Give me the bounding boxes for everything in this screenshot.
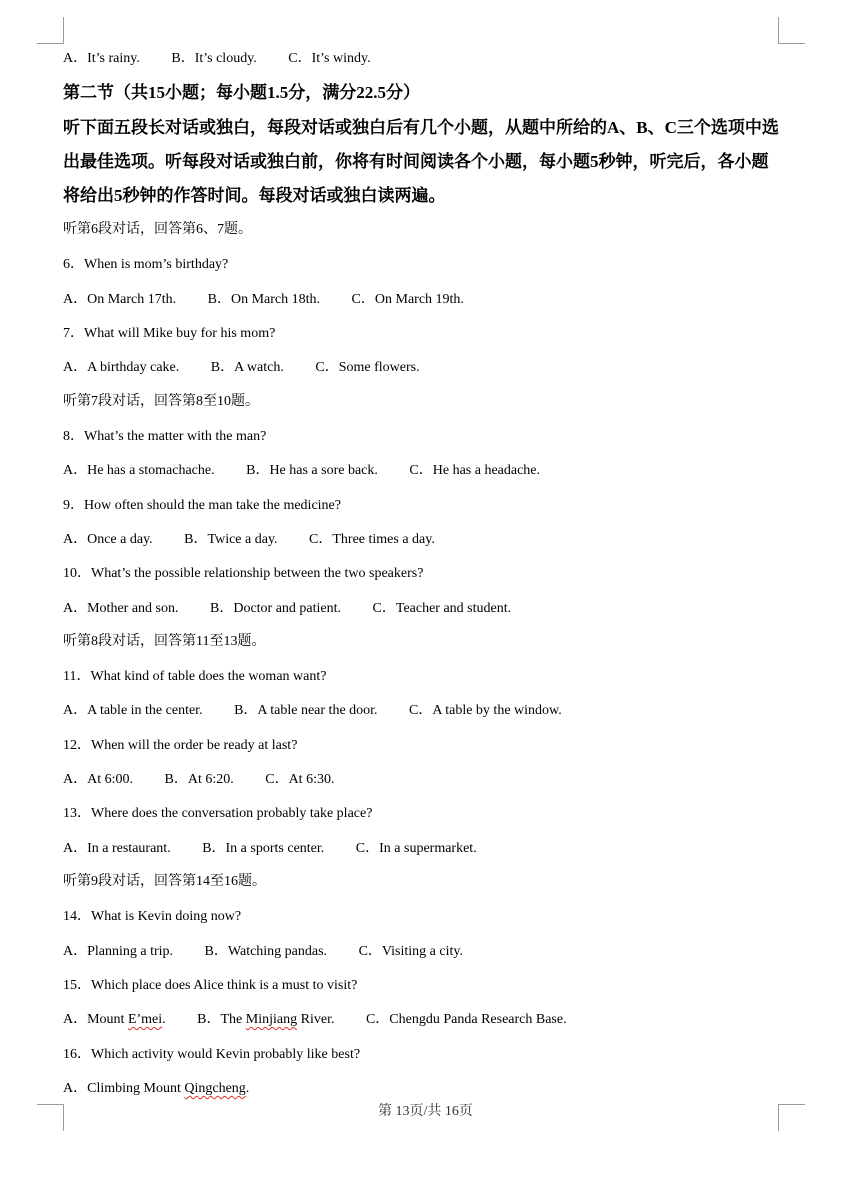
option-b-suffix: River. — [297, 1012, 335, 1027]
group-header-9: 听第9段对话，回答第14至16题。 — [63, 874, 266, 889]
question-10-stem: 10．What’s the possible relationship between the two speakers? — [63, 566, 424, 581]
option-a: A．A table in the center. — [63, 703, 203, 718]
question-6-stem: 6．When is mom’s birthday? — [63, 257, 229, 272]
question-10-options — [63, 599, 539, 619]
question-8-options — [63, 461, 568, 481]
option-b: B．A watch. — [210, 360, 284, 375]
option-b: B．It’s cloudy. — [171, 51, 257, 66]
option-a: A．Mother and son. — [63, 601, 179, 616]
option-a: A．A birthday cake. — [63, 360, 180, 375]
option-a — [63, 1081, 249, 1096]
option-a: A．At 6:00. — [63, 772, 133, 787]
question-13-options — [63, 839, 505, 859]
question-15-options — [63, 1010, 595, 1030]
group-header-6: 听第6段对话，回答第6、7题。 — [63, 222, 252, 237]
question-7-stem: 7．What will Mike buy for his mom? — [63, 326, 276, 341]
option-b: B．Watching pandas. — [204, 944, 328, 959]
option-c: C．He has a headache. — [409, 463, 541, 478]
question-11-options — [63, 701, 590, 721]
option-c: C．Three times a day. — [309, 532, 435, 547]
option-c: C．At 6:30. — [265, 772, 335, 787]
spellcheck-marked-word: Minjiang — [245, 1012, 298, 1027]
option-c: C．Visiting a city. — [358, 944, 463, 959]
option-a: A．He has a stomachache. — [63, 463, 215, 478]
question-14-stem: 14．What is Kevin doing now? — [63, 909, 242, 924]
page-corner-mark-top-right — [778, 17, 805, 44]
option-a: A．On March 17th. — [63, 292, 177, 307]
option-a-prefix: A．Climbing Mount — [63, 1081, 185, 1096]
option-b: B．At 6:20. — [164, 772, 234, 787]
question-16-stem: 16．Which activity would Kevin probably like best? — [63, 1047, 361, 1062]
option-a: A．Planning a trip. — [63, 944, 174, 959]
option-a — [63, 1012, 166, 1027]
option-a-suffix: . — [245, 1081, 250, 1096]
option-a: A．In a restaurant. — [63, 841, 171, 856]
question-13-stem: 13．Where does the conversation probably take place? — [63, 806, 373, 821]
question-11-stem: 11．What kind of table does the woman want? — [63, 669, 327, 684]
option-c: C．On March 19th. — [351, 292, 464, 307]
question-7-options — [63, 358, 448, 378]
option-b — [197, 1012, 334, 1027]
question-12-stem: 12．When will the order be ready at last? — [63, 738, 298, 753]
question-8-stem: 8．What’s the matter with the man? — [63, 429, 267, 444]
option-a: A．Once a day. — [63, 532, 153, 547]
question-12-options — [63, 770, 362, 790]
option-b: B．A table near the door. — [234, 703, 378, 718]
option-a: A．It’s rainy. — [63, 51, 140, 66]
section-title: 第二节（共15小题；每小题1.5分，满分22.5分） — [63, 83, 420, 102]
option-b: B．Twice a day. — [184, 532, 278, 547]
question-15-stem: 15．Which place does Alice think is a must to visit? — [63, 978, 358, 993]
option-b-prefix: B．The — [197, 1012, 246, 1027]
section-instructions: 听下面五段长对话或独白，每段对话或独白后有几个小题，从题中所给的A、B、C三个选项中选出最佳选项。听每段对话或独白前，你将有时间阅读各个小题，每小题5秒钟，听完后，各小题将给出5秒钟的作答时间。每段对话或独白读两遍。 — [63, 118, 779, 205]
group-header-8: 听第8段对话，回答第11至13题。 — [63, 634, 266, 649]
question-9-options — [63, 530, 463, 550]
group-header-7: 听第7段对话，回答第8至10题。 — [63, 394, 259, 409]
page-footer-page-number: 第 13页/共 16页 — [378, 1104, 473, 1119]
option-b: B．In a sports center. — [202, 841, 325, 856]
option-c: C．Teacher and student. — [372, 601, 512, 616]
option-a-suffix: . — [162, 1012, 166, 1027]
option-c: C．Some flowers. — [315, 360, 420, 375]
option-c: C．Chengdu Panda Research Base. — [365, 1012, 567, 1027]
option-b: B．On March 18th. — [207, 292, 321, 307]
page-corner-mark-top-left — [37, 17, 64, 44]
spellcheck-marked-word: Qingcheng — [184, 1081, 246, 1096]
option-c: C．It’s windy. — [288, 51, 371, 66]
option-c: C．In a supermarket. — [355, 841, 477, 856]
question-16-options — [63, 1079, 277, 1099]
question-6-options — [63, 290, 492, 310]
option-c: C．A table by the window. — [409, 703, 562, 718]
spellcheck-marked-word: E’mei — [127, 1012, 163, 1027]
top-options-row — [63, 49, 399, 69]
option-b: B．He has a sore back. — [246, 463, 378, 478]
question-14-options — [63, 942, 491, 962]
question-9-stem: 9．How often should the man take the medicine? — [63, 498, 341, 513]
option-a-prefix: A．Mount — [63, 1012, 128, 1027]
option-b: B．Doctor and patient. — [210, 601, 342, 616]
